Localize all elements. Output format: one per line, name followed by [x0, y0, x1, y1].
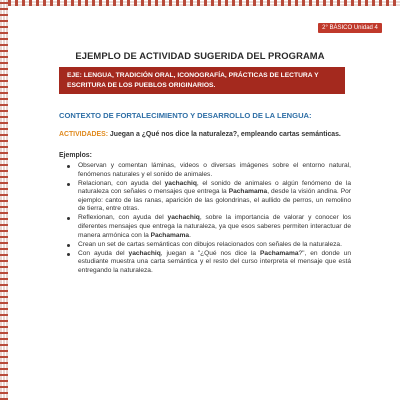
- activity-label: ACTIVIDADES:: [59, 131, 109, 138]
- activity-text: Juegan a ¿Qué nos dice la naturaleza?, empleando cartas semánticas.: [108, 131, 341, 138]
- axis-text: EJE: LENGUA, TRADICIÓN ORAL, ICONOGRAFÍA, PRÁCTICAS DE LECTURA Y ESCRITURA DE LOS PUEBLOS ORIGINARIOS.: [67, 72, 319, 89]
- list-item-text: , juegan a "¿Qué nos dice la: [160, 249, 260, 257]
- axis-banner: [59, 67, 345, 94]
- term-pachamama: Pachamama: [260, 249, 299, 257]
- list-item-text: Crean un set de cartas semánticas con dibujos relacionados con señales de la naturaleza.: [78, 240, 342, 248]
- list-item-text: .: [189, 231, 191, 239]
- decorative-border-top: [8, 0, 400, 6]
- list-item-text: ?", en donde un estudiante muestra una carta semántica y el resto del curso interpreta el mensaje que está entregando la naturaleza.: [78, 249, 352, 274]
- list-item-text: , sobre la importancia de valorar y conocer los diferentes mensajes que entrega la naturaleza, ya que esos saberes permiten interactuar de manera armónica con la: [78, 214, 351, 239]
- list-item-text: , el sonido de animales o algún fenómeno de la naturaleza con señales o mensajes que entrega la: [78, 179, 352, 196]
- list-item: [59, 214, 351, 240]
- list-item: [59, 162, 351, 179]
- term-yachachiq: yachachiq: [164, 179, 197, 187]
- examples-list: [59, 162, 351, 276]
- unit-badge: 2° BÁSICO Unidad 4: [318, 23, 382, 33]
- section-title: CONTEXTO DE FORTALECIMIENTO Y DESARROLLO DE LA LENGUA:: [59, 111, 312, 120]
- activity-line: [59, 131, 341, 138]
- term-pachamama: Pachamama: [150, 231, 190, 239]
- term-yachachiq: yachachiq: [167, 214, 200, 222]
- page-title: EJEMPLO DE ACTIVIDAD SUGERIDA DEL PROGRAMA: [75, 50, 325, 61]
- list-item: [59, 241, 351, 250]
- list-item-text: , desde la visión andina. Por ejemplo: canto de las ranas, aparición de las golondrinas, el aullido de perros, un remolino de tierra, entre otras.: [78, 188, 351, 213]
- list-item: [59, 180, 351, 214]
- list-item-text: Relacionan, con ayuda del: [78, 179, 165, 187]
- term-yachachiq: yachachiq: [128, 249, 161, 257]
- list-item-text: Con ayuda del: [78, 249, 129, 257]
- list-item: [59, 250, 351, 276]
- list-item-text: Reflexionan, con ayuda del: [78, 214, 168, 222]
- examples-label: Ejemplos:: [59, 152, 92, 159]
- term-pachamama: Pachamama: [228, 188, 268, 196]
- list-item-text: Observan y comentan láminas, videos o diversas imágenes sobre el entorno natural, fenómenos naturales y el sonido de animales.: [78, 162, 351, 178]
